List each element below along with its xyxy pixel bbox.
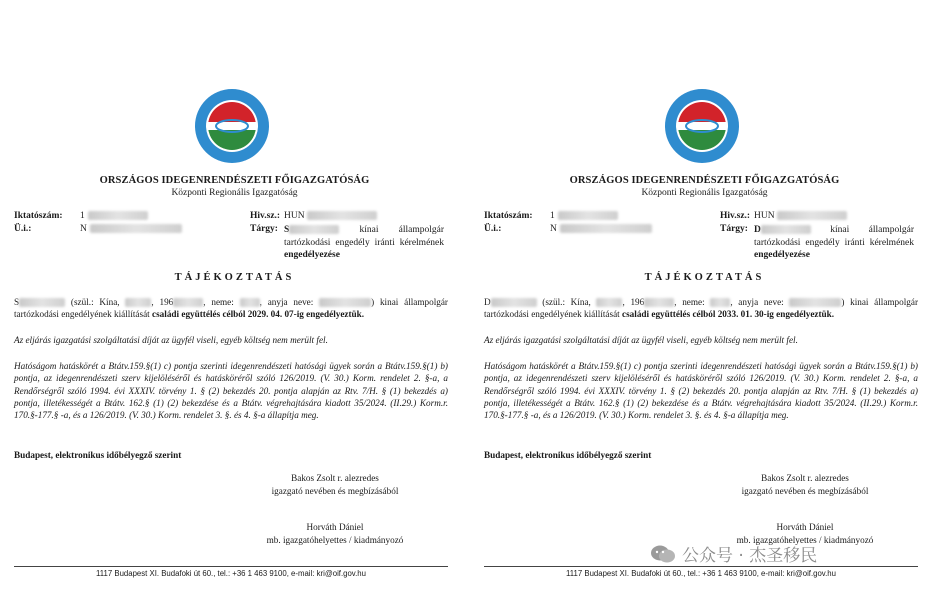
sig1-name: Bakos Zsolt r. alezredes — [761, 473, 849, 483]
redacted-block — [560, 224, 652, 233]
hiv-value: HUN — [754, 211, 847, 221]
org-subname: Központi Regionális Igazgatóság — [641, 188, 768, 198]
sig1-title: igazgató nevében és megbízásából — [741, 485, 869, 496]
sig1-title: igazgató nevében és megbízásából — [271, 485, 399, 496]
oif-logo-icon — [664, 88, 740, 164]
ui-value: N — [550, 224, 652, 234]
footer-address: 1117 Budapest XI. Budafoki út 60., tel.: +36 1 463 9100, e-mail: kri@oif.gov.hu — [566, 569, 836, 578]
redacted-block — [173, 298, 203, 307]
sig2-name: Horváth Dániel — [306, 522, 364, 532]
org-name: ORSZÁGOS IDEGENRENDÉSZETI FŐIGAZGATÓSÁG — [99, 175, 370, 186]
iktato-label: Iktatószám: — [14, 211, 63, 221]
document-right — [470, 0, 939, 592]
tajekoztatas-heading: TÁJÉKOZTATÁS — [174, 272, 295, 283]
targy-label: Tárgy: — [720, 224, 748, 234]
ui-value: N — [80, 224, 182, 234]
document-left — [0, 0, 469, 592]
sig2-name: Horváth Dániel — [776, 522, 834, 532]
place-date: Budapest, elektronikus időbélyegző szerint — [14, 450, 182, 460]
redacted-block — [289, 225, 339, 234]
redacted-block — [789, 298, 841, 307]
footer-divider — [14, 566, 448, 567]
paragraph-fee: Az eljárás igazgatási szolgáltatási díját az ügyfél viseli, egyéb költség nem merült fel. — [484, 335, 798, 345]
redacted-block — [596, 298, 622, 307]
redacted-block — [319, 298, 371, 307]
targy-text: S kínai állampolgár tartózkodási engedély iránti kérelmének engedélyezése — [284, 225, 444, 260]
paragraph-legal-basis: Hatóságom hatáskörét a Btátv.159.§(1) c) pontja szerinti idegenrendészeti hatósági ügyek során a Btátv.159.§(1) b) pontja, az idegenrendészeti szerv kijelöléséről és hatásköréről szóló 126/2019. (V. 30.) Korm. rendelet 2. §-a, a Rendőrségről szóló 1994. évi XXXIV. törvény 1. § (2) bekezdés 20. pontja alapján az Rtv. 7/H. § (1) bekezdés a) pontja, illetékességét a Btátv. 162.§ (1) (2) bekezdése és a Btátv. végrehajtására kiadott 35/2024. (II.29.) Korm.r. 170.§-177.§ -a, és a 126/2019. (V. 30.) Korm. rendelet 3. §. és 4. §-a állapítja meg. — [484, 361, 918, 421]
wechat-watermark — [650, 541, 817, 566]
watermark-text: 公众号 · 杰圣移民 — [682, 546, 818, 566]
redacted-block — [761, 225, 811, 234]
signature-block-2 — [230, 521, 440, 546]
org-subname: Központi Regionális Igazgatóság — [171, 188, 298, 198]
paragraph-legal-basis: Hatóságom hatáskörét a Btátv.159.§(1) c) pontja szerinti idegenrendészeti hatósági ügyek során a Btátv.159.§(1) b) pontja, az idegenrendészeti szerv kijelöléséről és hatásköréről szóló 126/2019. (V. 30.) Korm. rendelet 2. §-a, a Rendőrségről szóló 1994. évi XXXIV. törvény 1. § (2) bekezdés 20. pontja alapján az Rtv. 7/H. § (1) bekezdés a) pontja, illetékességét a Btátv. 162.§ (1) (2) bekezdése és a Btátv. végrehajtására kiadott 35/2024. (II.29.) Korm.r. 170.§-177.§ -a, és a 126/2019. (V. 30.) Korm. rendelet 3. §. és 4. §-a állapítja meg. — [14, 361, 448, 421]
hiv-label: Hiv.sz.: — [250, 211, 281, 221]
iktato-value: 1 — [80, 211, 148, 221]
signature-block-1 — [230, 472, 440, 497]
redacted-block — [558, 211, 618, 220]
redacted-block — [88, 211, 148, 220]
targy-label: Tárgy: — [250, 224, 278, 234]
sig2-title: mb. igazgatóhelyettes / kiadmányozó — [736, 534, 874, 545]
ui-label: Ü.i.: — [14, 224, 32, 234]
redacted-block — [19, 298, 65, 307]
redacted-block — [644, 298, 674, 307]
redacted-block — [307, 211, 377, 220]
org-name: ORSZÁGOS IDEGENRENDÉSZETI FŐIGAZGATÓSÁG — [569, 175, 840, 186]
sig2-title: mb. igazgatóhelyettes / kiadmányozó — [266, 534, 404, 545]
iktato-value: 1 — [550, 211, 618, 221]
hiv-value: HUN — [284, 211, 377, 221]
paragraph-decision: S (szül.: Kína, , 196 , neme: , anyja neve: ) kinai állampolgár tartózkodási engedélyének kiállítását családi együttélés célból 2029. 04. 07-ig engedélyeztük. — [14, 297, 448, 320]
tajekoztatas-heading: TÁJÉKOZTATÁS — [644, 272, 765, 283]
hiv-label: Hiv.sz.: — [720, 211, 751, 221]
iktato-label: Iktatószám: — [484, 211, 533, 221]
sig1-name: Bakos Zsolt r. alezredes — [291, 473, 379, 483]
ui-label: Ü.i.: — [484, 224, 502, 234]
redacted-block — [90, 224, 182, 233]
redacted-block — [240, 298, 260, 307]
paragraph-fee: Az eljárás igazgatási szolgáltatási díját az ügyfél viseli, egyéb költség nem merült fel. — [14, 335, 328, 345]
paragraph-decision: D (szül.: Kína, , 196 , neme: , anyja neve: ) kinai állampolgár tartózkodási engedélyének kiállítását családi együttélés célból 2033. 01. 30-ig engedélyeztük. — [484, 297, 919, 320]
footer-divider — [484, 566, 918, 567]
wechat-icon — [650, 544, 676, 564]
redacted-block — [777, 211, 847, 220]
oif-logo-icon — [194, 88, 270, 164]
redacted-block — [710, 298, 730, 307]
targy-text: D kínai állampolgár tartózkodási engedély iránti kérelmének engedélyezése — [754, 225, 914, 260]
redacted-block — [491, 298, 537, 307]
place-date: Budapest, elektronikus időbélyegző szerint — [484, 450, 652, 460]
redacted-block — [125, 298, 151, 307]
footer-address: 1117 Budapest XI. Budafoki út 60., tel.: +36 1 463 9100, e-mail: kri@oif.gov.hu — [96, 569, 366, 578]
signature-block-1 — [700, 472, 910, 497]
